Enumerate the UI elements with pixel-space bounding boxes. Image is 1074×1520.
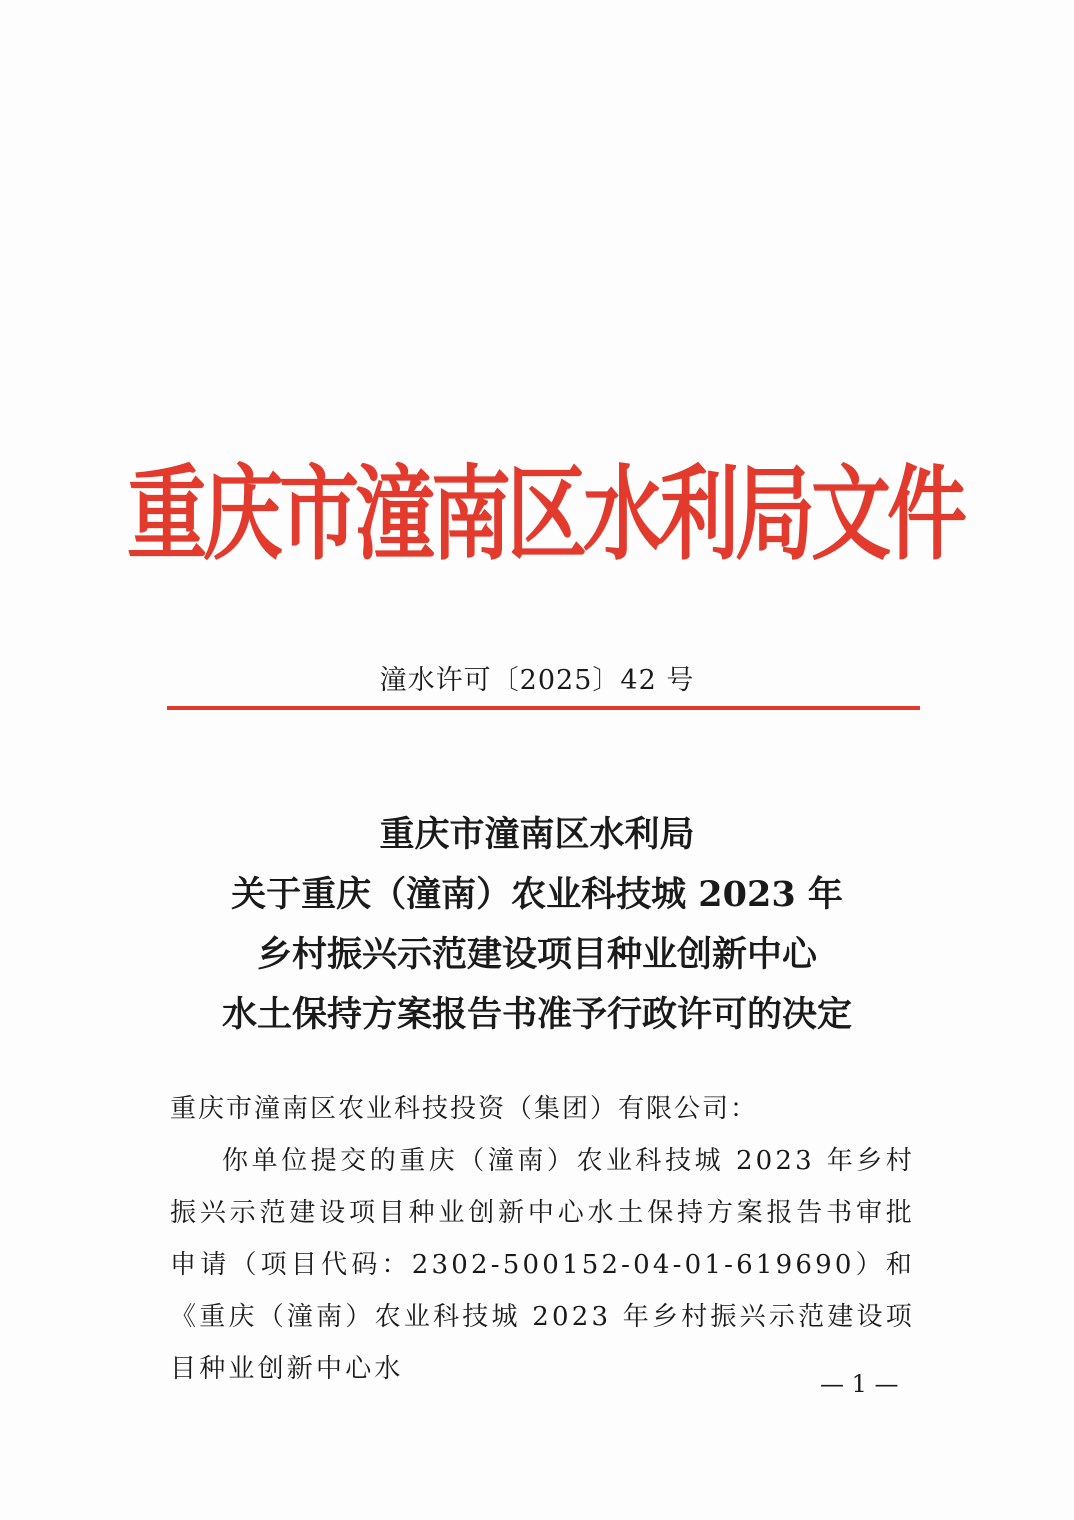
page-number: — 1 — bbox=[820, 1370, 899, 1398]
red-header bbox=[127, 440, 963, 574]
document-title bbox=[0, 805, 1074, 1045]
title-line: 关于重庆（潼南）农业科技城 2023 年 bbox=[231, 874, 843, 915]
document-body bbox=[170, 1083, 915, 1395]
red-divider-line bbox=[167, 706, 920, 710]
agency-title: 重庆市潼南区水利局文件 bbox=[127, 454, 963, 574]
title-line: 重庆市潼南区水利局 bbox=[379, 814, 695, 855]
document-number: 潼水许可〔2025〕42 号 bbox=[379, 665, 695, 696]
body-paragraph: 你单位提交的重庆（潼南）农业科技城 2023 年乡村振兴示范建设项目种业创新中心水土保持方案报告书审批申请（项目代码：2302-500152-04-01-619690）和《重庆（潼南）农业科技城 2023 年乡村振兴示范建设项目种业创新中心水 bbox=[170, 1146, 915, 1384]
title-line: 水土保持方案报告书准予行政许可的决定 bbox=[221, 994, 852, 1035]
title-line: 乡村振兴示范建设项目种业创新中心 bbox=[256, 934, 817, 975]
addressee: 重庆市潼南区农业科技投资（集团）有限公司： bbox=[170, 1094, 759, 1124]
